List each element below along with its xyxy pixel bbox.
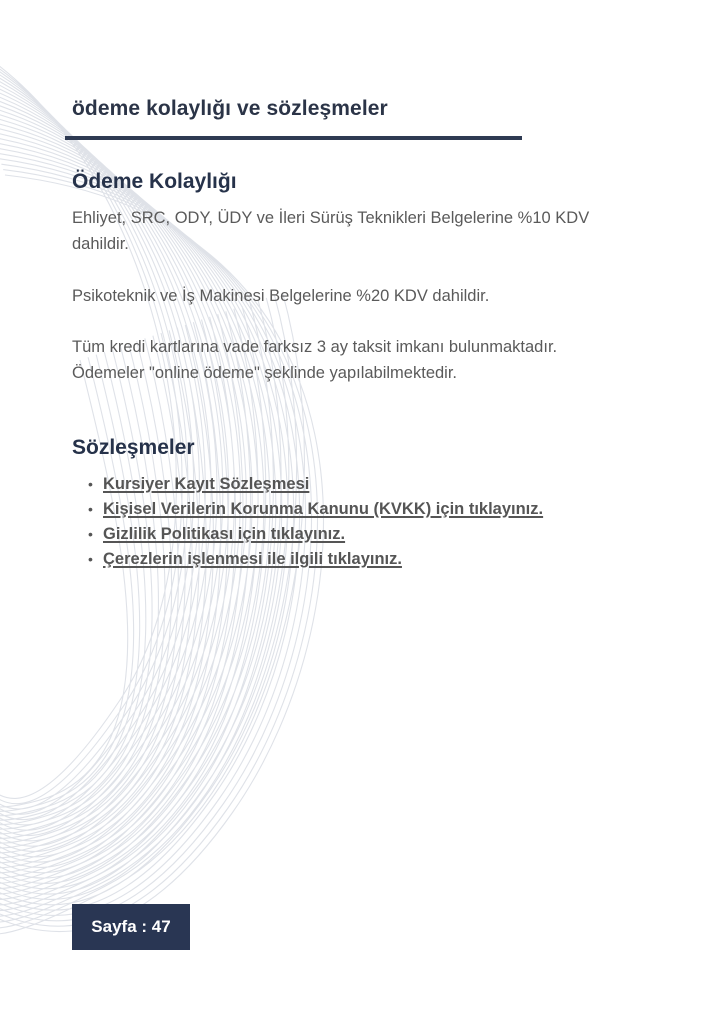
payment-paragraph-vat-20: Psikoteknik ve İş Makinesi Belgelerine %20 KDV dahildir.: [72, 287, 490, 305]
bullet-icon: •: [88, 551, 93, 567]
payment-heading: Ödeme Kolaylığı: [72, 170, 237, 193]
link-privacy-policy[interactable]: Gizlilik Politikası için tıklayınız.: [103, 525, 346, 543]
contracts-link-list: [72, 472, 573, 572]
payment-paragraph-installment: Tüm kredi kartlarına vade farksız 3 ay taksit imkanı bulunmaktadır. Ödemeler "online ödeme" şeklinde yapılabilmektedir.: [72, 338, 558, 382]
list-item: [88, 472, 573, 497]
list-item: [88, 547, 573, 572]
bullet-icon: •: [88, 476, 93, 492]
list-item: [88, 497, 573, 522]
link-kvkk[interactable]: Kişisel Verilerin Korunma Kanunu (KVKK) için tıklayınız.: [103, 500, 544, 518]
list-item: [88, 522, 573, 547]
page-number-badge: Sayfa : 47: [72, 904, 190, 950]
bullet-icon: •: [88, 526, 93, 542]
bullet-icon: •: [88, 501, 93, 517]
contracts-heading: Sözleşmeler: [72, 436, 195, 459]
page-title: ödeme kolaylığı ve sözleşmeler: [72, 97, 388, 120]
title-divider: [65, 136, 522, 140]
payment-paragraph-vat-10: Ehliyet, SRC, ODY, ÜDY ve İleri Sürüş Teknikleri Belgelerine %10 KDV dahildir.: [72, 209, 590, 253]
link-cookies[interactable]: Çerezlerin işlenmesi ile ilgili tıklayınız.: [103, 550, 402, 568]
link-enrollment-contract[interactable]: Kursiyer Kayıt Sözleşmesi: [103, 475, 310, 493]
